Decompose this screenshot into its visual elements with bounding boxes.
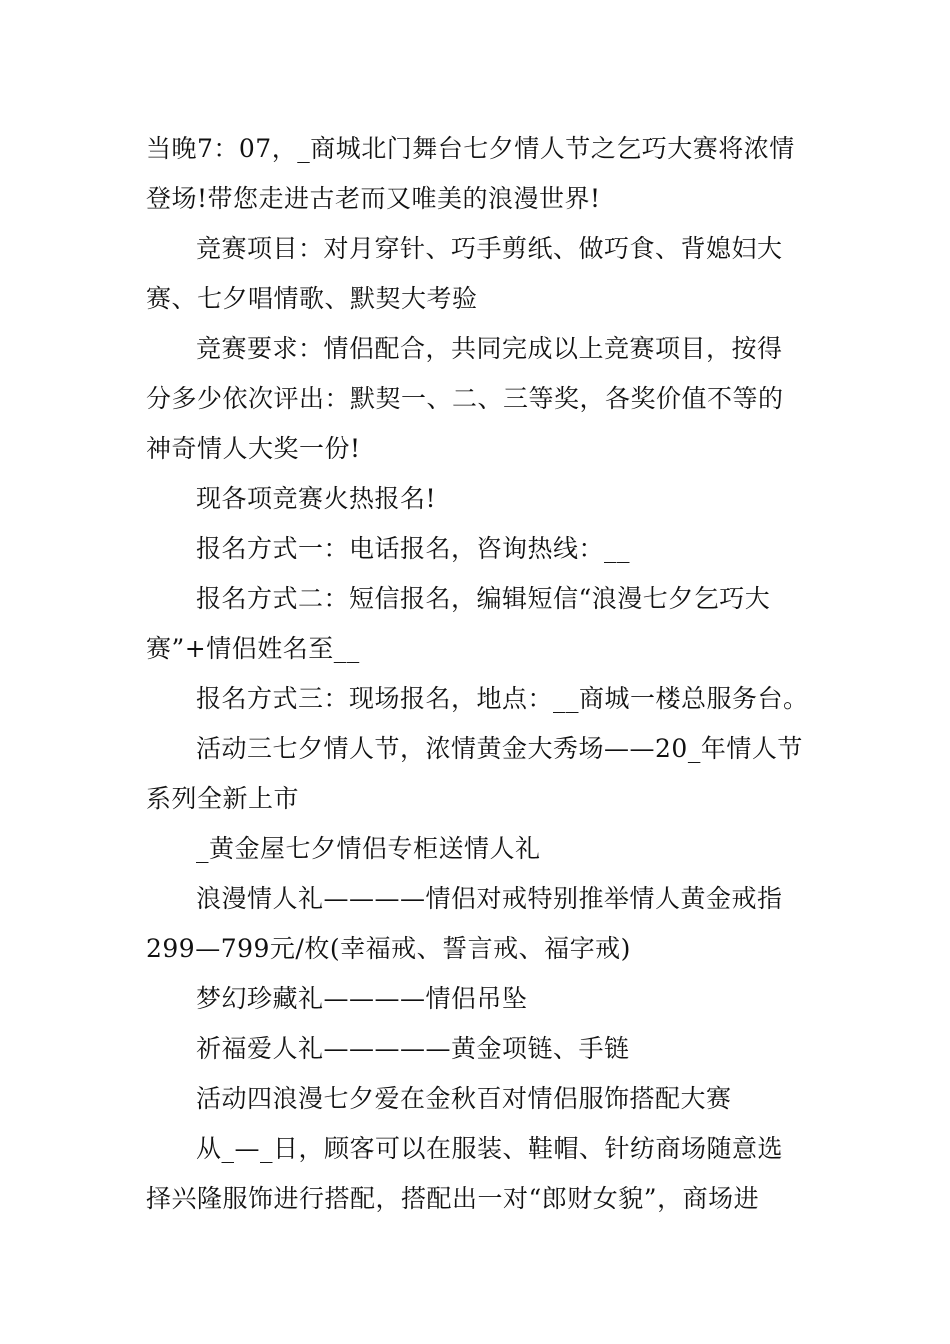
- text-line: 梦幻珍藏礼————情侣吊坠: [196, 984, 528, 1013]
- text-line: 神奇情人大奖一份!: [146, 434, 361, 463]
- text-line: 浪漫情人礼————情侣对戒特别推举情人黄金戒指: [196, 884, 783, 913]
- text-line: 现各项竞赛火热报名!: [196, 484, 437, 513]
- text-line: 从_—_日，顾客可以在服装、鞋帽、针纺商场随意选: [196, 1134, 784, 1163]
- text-line: 活动三七夕情人节，浓情黄金大秀场——20_年情人节: [196, 734, 803, 763]
- text-line: 竞赛要求：情侣配合，共同完成以上竞赛项目，按得: [196, 334, 783, 363]
- text-line: 赛、七夕唱情歌、默契大考验: [146, 284, 478, 313]
- text-line: 系列全新上市: [146, 784, 300, 813]
- text-line: 活动四浪漫七夕爱在金秋百对情侣服饰搭配大赛: [196, 1084, 732, 1113]
- text-line: 299—799元/枚(幸福戒、誓言戒、福字戒): [146, 934, 631, 963]
- text-line: 竞赛项目：对月穿针、巧手剪纸、做巧食、背媳妇大: [196, 234, 783, 263]
- text-line: 报名方式三：现场报名，地点：__商城一楼总服务台。: [196, 684, 809, 713]
- text-line: _黄金屋七夕情侣专柜送情人礼: [196, 834, 541, 863]
- text-line: 分多少依次评出：默契一、二、三等奖，各奖价值不等的: [146, 384, 784, 413]
- text-line: 当晚7：07，_商城北门舞台七夕情人节之乞巧大赛将浓情: [146, 134, 795, 163]
- text-line: 登场!带您走进古老而又唯美的浪漫世界!: [146, 184, 601, 213]
- text-line: 祈福爱人礼—————黄金项链、手链: [196, 1034, 630, 1063]
- text-line: 报名方式二：短信报名，编辑短信“浪漫七夕乞巧大: [196, 584, 771, 613]
- text-line: 赛”+情侣姓名至__: [146, 634, 360, 663]
- text-line: 择兴隆服饰进行搭配，搭配出一对“郎财女貌”，商场进: [146, 1184, 760, 1213]
- text-line: 报名方式一：电话报名，咨询热线：__: [196, 534, 631, 563]
